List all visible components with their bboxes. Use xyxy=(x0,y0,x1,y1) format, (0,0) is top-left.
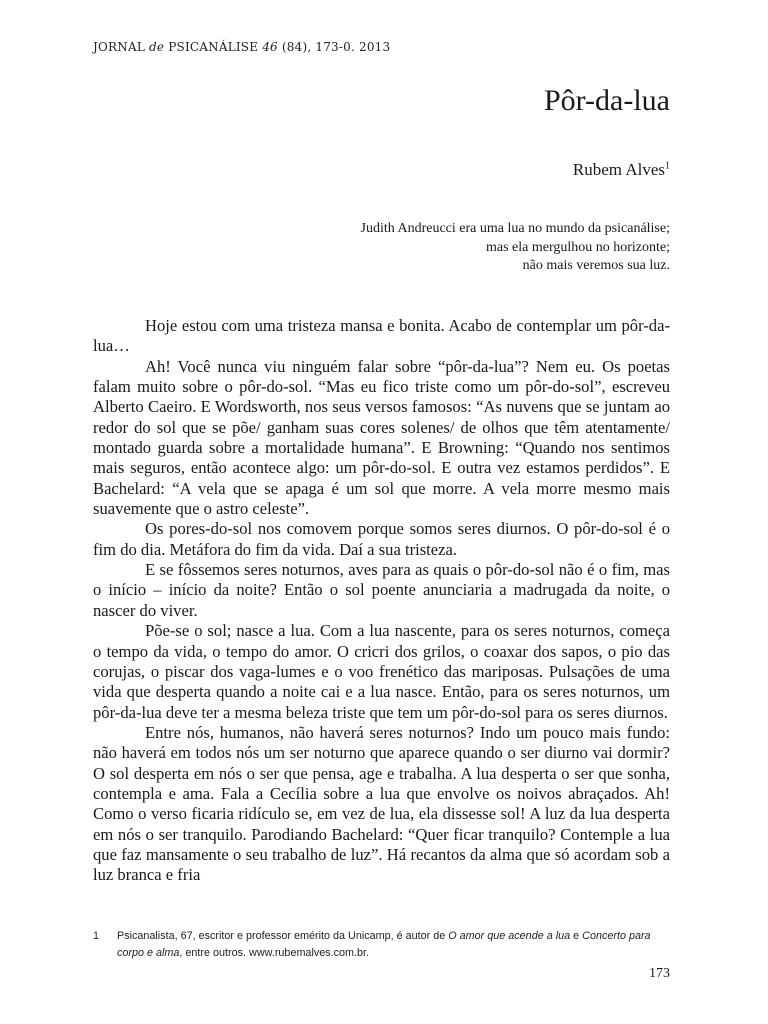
body-paragraph: Põe-se o sol; nasce a lua. Com a lua nascente, para os seres noturnos, começa o tempo da vida, o tempo do amor. O cricri dos grilos, o coaxar dos sapos, o pio das corujas, o piscar dos vaga-lumes e o voo frenético das mariposas. Pulsações de uma vida que desperta quando a noite cai e a lua nasce. Então, para os seres noturnos, um pôr-da-lua deve ter a mesma beleza triste que tem um pôr-do-sol para os seres diurnos. xyxy=(93,621,670,722)
footnote-number: 1 xyxy=(93,930,100,942)
footnote-book-title-2: Concerto para corpo e alma xyxy=(117,930,651,959)
body-paragraph: E se fôssemos seres noturnos, aves para as quais o pôr-do-sol não é o fim, mas o início – início da noite? Então o sol poente anunciaria a madrugada da noite, o nascer do viver. xyxy=(93,560,670,620)
body-paragraph: Ah! Você nunca viu ninguém falar sobre “pôr-da-lua”? Nem eu. Os poetas falam muito sobre o pôr-do-sol. “Mas eu fico triste como um pôr-do-sol”, escreveu Alberto Caeiro. E Wordsworth, nos seus versos famosos: “As nuvens que se juntam ao redor do sol que se põe/ ganham suas cores solenes/ de olhos que têm atentamente/ montado guarda sobre a mortalidade humana”. E Browning: “Quando nos sentimos mais seguros, então acontece algo: um pôr-do-sol. E outra vez estamos perdidos”. E Bachelard: “A vela que se apaga é um sol que morre. A vela morre mesmo mais suavemente que o astro celeste”. xyxy=(93,356,670,519)
author-line xyxy=(573,160,670,180)
journal-volume: 46 xyxy=(262,40,278,54)
running-head xyxy=(93,40,390,54)
body-paragraph: Entre nós, humanos, não haverá seres noturnos? Indo um pouco mais fundo: não haverá em todos nós um ser noturno que aparece quando o ser diurno vai dormir? O sol desperta em nós o ser que pensa, age e trabalha. A lua desperta o ser que sonha, contempla e ama. Fala a Cecília sobre a lua que envolve os noivos abraçados. Ah! Como o verso ficaria ridículo se, em vez de lua, ela dissesse sol! A luz da lua desperta em nós o ser tranquilo. Parodiando Bachelard: “Quer ficar tranquilo? Contemple a lua que faz mansamente o seu trabalho de luz”. Há recantos da alma que só acordam sob a luz branca e fria xyxy=(93,722,670,885)
footnote-text xyxy=(117,928,673,962)
author-footnote-mark: 1 xyxy=(665,160,670,172)
footnote-book-title-1: O amor que acende a lua xyxy=(448,930,571,942)
article-title: Pôr-da-lua xyxy=(543,84,670,117)
article-body xyxy=(93,316,670,886)
epigraph-line: não mais veremos sua luz. xyxy=(522,258,670,273)
journal-name: PSICANÁLISE xyxy=(168,40,259,54)
body-paragraph: Hoje estou com uma tristeza mansa e bonita. Acabo de contemplar um pôr-da-lua… xyxy=(93,316,670,356)
page-number: 173 xyxy=(649,966,670,981)
author-name: Rubem Alves xyxy=(572,160,665,179)
epigraph-line: mas ela mergulhou no horizonte; xyxy=(485,239,670,255)
footnote-text-before: Psicanalista, 67, escritor e professor emérito da Unicamp, é autor de xyxy=(117,930,449,942)
footnote-text-mid: e xyxy=(570,930,583,942)
epigraph-line: Judith Andreucci era uma lua no mundo da psicanálise; xyxy=(360,221,670,236)
journal-de: de xyxy=(149,40,165,54)
footnote-text-after: , entre outros. www.rubemalves.com.br. xyxy=(179,947,370,959)
footnote xyxy=(93,928,673,962)
journal-prefix: JORNAL xyxy=(93,40,146,54)
epigraph xyxy=(361,220,670,276)
body-paragraph: Os pores-do-sol nos comovem porque somos seres diurnos. O pôr-do-sol é o fim do dia. Metáfora do fim da vida. Daí a sua tristeza. xyxy=(93,519,670,559)
journal-issue-pages: (84), 173-0. 2013 xyxy=(281,40,391,54)
